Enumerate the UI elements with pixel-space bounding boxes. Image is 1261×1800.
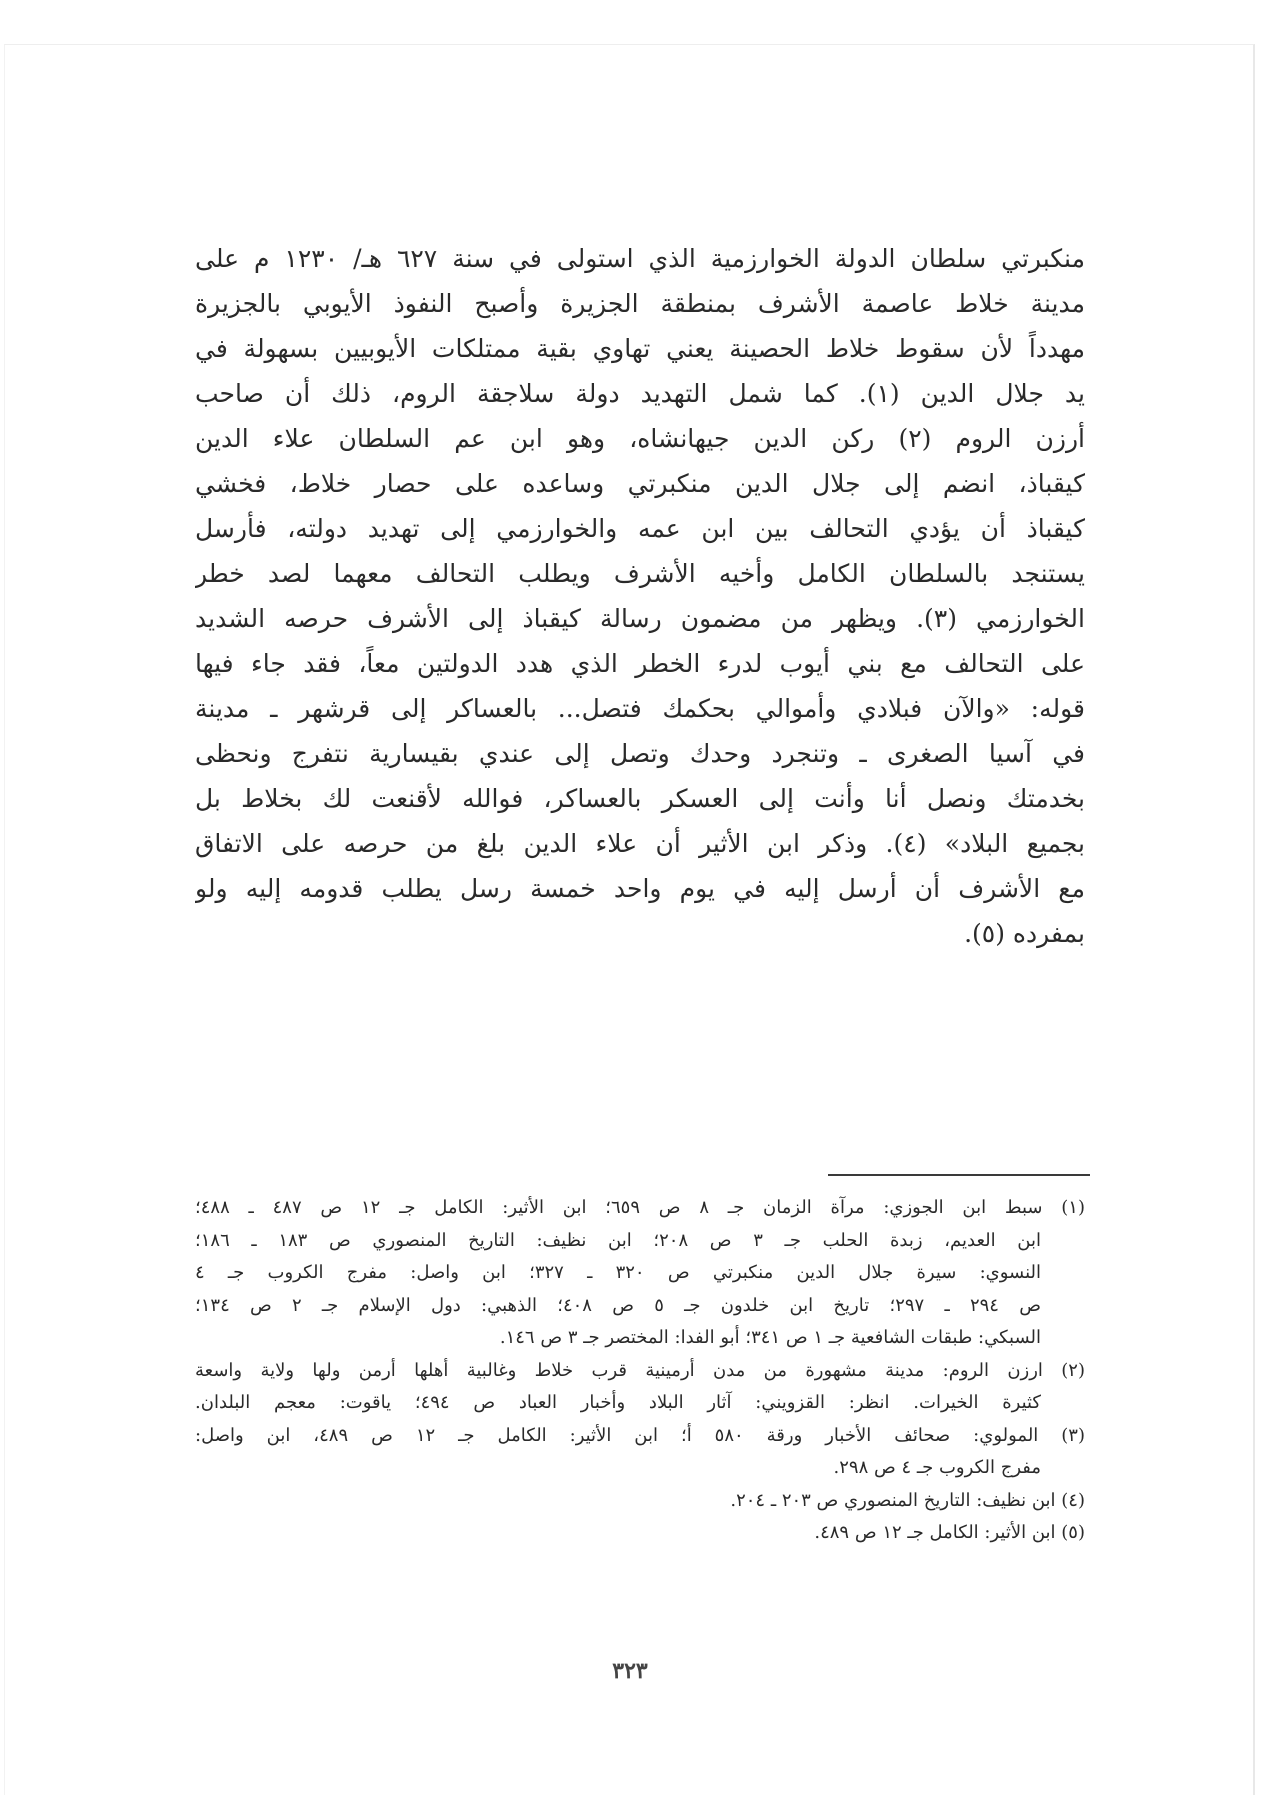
footnote-1-cont: ص ٢٩٤ ـ ٢٩٧؛ تاريخ ابن خلدون جـ ٥ ص ٤٠٨؛ الذهبي: دول الإسلام جـ ٢ ص ١٣٤؛ — [195, 1294, 1041, 1316]
footnote-separator — [828, 1174, 1090, 1176]
footnote-1-cont: ابن العديم، زبدة الحلب جـ ٣ ص ٢٠٨؛ ابن نظيف: التاريخ المنصوري ص ١٨٣ ـ ١٨٦؛ — [195, 1229, 1042, 1251]
footnote-3: (٣) المولوي: صحائف الأخبار ورقة ٥٨٠ أ؛ ابن الأثير: الكامل جـ ١٢ ص ٤٨٩، ابن واصل: — [195, 1424, 1085, 1446]
body-line: قوله: «والآن فبلادي وأموالي بحكمك فتصل... بالعساكر إلى قرشهر ـ مدينة — [195, 694, 1085, 723]
body-line: بجميع البلاد» (٤). وذكر ابن الأثير أن علاء الدين بلغ من حرصه على الاتفاق — [195, 829, 1085, 858]
body-line: كيقباذ أن يؤدي التحالف بين ابن عمه والخوارزمي إلى تهديد دولته، فأرسل — [195, 514, 1085, 543]
body-line: منكبرتي سلطان الدولة الخوارزمية الذي استولى في سنة ٦٢٧ هـ/ ١٢٣٠ م على — [195, 244, 1085, 273]
body-line: في آسيا الصغرى ـ وتنجرد وحدك وتصل إلى عندي بقيسارية نتفرج ونحظى — [195, 739, 1085, 768]
body-line: الخوارزمي (٣). ويظهر من مضمون رسالة كيقباذ إلى الأشرف حرصه الشديد — [195, 604, 1085, 633]
body-line: على التحالف مع بني أيوب لدرء الخطر الذي هدد الدولتين معاً، فقد جاء فيها — [195, 649, 1085, 678]
footnote-2-cont: كثيرة الخيرات. انظر: القزويني: آثار البلاد وأخبار العباد ص ٤٩٤؛ ياقوت: معجم البلدان. — [195, 1392, 1041, 1413]
body-line: أرزن الروم (٢) ركن الدين جيهانشاه، وهو ابن عم السلطان علاء الدين — [195, 424, 1085, 453]
main-paragraph — [195, 236, 1085, 956]
body-line: مدينة خلاط عاصمة الأشرف بمنطقة الجزيرة وأصبح النفوذ الأيوبي بالجزيرة — [195, 289, 1085, 318]
footnote-5: (٥) ابن الأثير: الكامل جـ ١٢ ص ٤٨٩. — [814, 1522, 1085, 1543]
page-number: ٣٢٣ — [612, 1658, 648, 1684]
footnote-2: (٢) ارزن الروم: مدينة مشهورة من مدن أرمينية قرب خلاط وغالبية أهلها أرمن ولها ولاية واسعة — [195, 1359, 1085, 1381]
body-line: مع الأشرف أن أرسل إليه في يوم واحد خمسة رسل يطلب قدومه إليه ولو — [195, 874, 1085, 903]
body-line: يستنجد بالسلطان الكامل وأخيه الأشرف ويطلب التحالف معهما لصد خطر — [195, 559, 1085, 588]
footnote-1-cont: السبكي: طبقات الشافعية جـ ١ ص ٣٤١؛ أبو الفدا: المختصر جـ ٣ ص ١٤٦. — [499, 1327, 1041, 1348]
footnote-4: (٤) ابن نظيف: التاريخ المنصوري ص ٢٠٣ ـ ٢٠٤. — [730, 1489, 1085, 1511]
body-line: كيقباذ، انضم إلى جلال الدين منكبرتي وساعده على حصار خلاط، فخشي — [195, 469, 1085, 498]
footnote-1-cont: النسوي: سيرة جلال الدين منكبرتي ص ٣٢٠ ـ ٣٢٧؛ ابن واصل: مفرج الكروب جـ ٤ — [195, 1262, 1042, 1283]
footnote-3-cont: مفرج الكروب جـ ٤ ص ٢٩٨. — [833, 1457, 1041, 1478]
body-line: مهدداً لأن سقوط خلاط الحصينة يعني تهاوي بقية ممتلكات الأيوبيين بسهولة في — [195, 334, 1085, 363]
body-line: بمفرده (٥). — [964, 919, 1085, 948]
footnote-1: (١) سبط ابن الجوزي: مرآة الزمان جـ ٨ ص ٦٥٩؛ ابن الأثير: الكامل جـ ١٢ ص ٤٨٧ ـ ٤٨٨؛ — [195, 1197, 1085, 1218]
body-line: يد جلال الدين (١). كما شمل التهديد دولة سلاجقة الروم، ذلك أن صاحب — [195, 379, 1085, 408]
footnotes — [195, 1192, 1085, 1550]
body-line: بخدمتك ونصل أنا وأنت إلى العسكر بالعساكر، فوالله لأقنعت لك بخلاط بل — [195, 784, 1085, 813]
